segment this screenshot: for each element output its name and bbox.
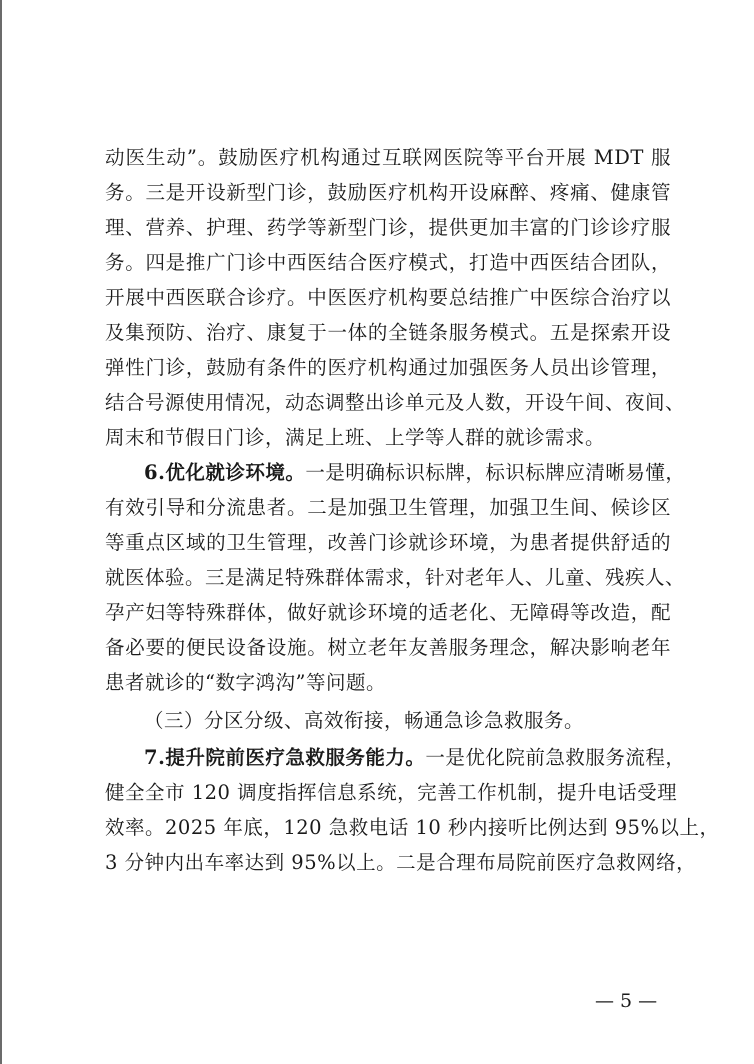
paragraph-line: 动医生动”。鼓励医疗机构通过互联网医院等平台开展 MDT 服 [105, 146, 671, 169]
paragraph-line: 理、营养、护理、药学等新型门诊，提供更加丰富的门诊诊疗服 [105, 216, 671, 239]
paragraph-line: 等重点区域的卫生管理，改善门诊就诊环境，为患者提供舒适的 [105, 531, 671, 554]
paragraph-line: 务。三是开设新型门诊，鼓励医疗机构开设麻醉、疼痛、健康管 [105, 181, 671, 204]
paragraph-first-line [105, 458, 686, 488]
paragraph-line: 就医体验。三是满足特殊群体需求，针对老年人、儿童、残疾人、 [105, 566, 686, 589]
paragraph-line: 备必要的便民设备设施。树立老年友善服务理念，解决影响老年 [105, 636, 671, 659]
paragraph-line: 务。四是推广门诊中西医结合医疗模式，打造中西医结合团队， [105, 251, 671, 274]
section-heading: 7.提升院前医疗急救服务能力。 [144, 746, 426, 769]
section-title: （三）分区分级、高效衔接，畅通急诊急救服务。 [144, 709, 585, 732]
paragraph-line: 结合号源使用情况，动态调整出诊单元及人数，开设午间、夜间、 [105, 391, 686, 414]
paragraph-line: 效率。2025 年底，120 急救电话 10 秒内接听比例达到 95%以上， [105, 816, 720, 839]
paragraph-line: 有效引导和分流患者。二是加强卫生管理，加强卫生间、候诊区 [105, 496, 671, 519]
paragraph-line: 孕产妇等特殊群体，做好就诊环境的适老化、无障碍等改造，配 [105, 601, 671, 624]
paragraph-line: 健全全市 120 调度指挥信息系统，完善工作机制，提升电话受理 [105, 781, 678, 804]
paragraph-line: 开展中西医联合诊疗。中医医疗机构要总结推广中医综合治疗以 [105, 286, 671, 309]
paragraph-line: 及集预防、治疗、康复于一体的全链条服务模式。五是探索开设 [105, 321, 671, 344]
paragraph-first-line [105, 743, 686, 773]
page-number: — 5 — [595, 990, 658, 1012]
section-heading: 6.优化就诊环境。 [144, 461, 306, 484]
paragraph-line: 3 分钟内出车率达到 95%以上。二是合理布局院前医疗急救网络， [105, 851, 697, 874]
paragraph-line: 弹性门诊，鼓励有条件的医疗机构通过加强医务人员出诊管理， [105, 356, 671, 379]
page-left-border [0, 0, 2, 1064]
paragraph-line: 周末和节假日门诊，满足上班、上学等人群的就诊需求。 [105, 426, 606, 449]
paragraph-text: 一是明确标识标牌，标识标牌应清晰易懂， [305, 461, 686, 484]
paragraph-line: 患者就诊的“数字鸿沟”等问题。 [105, 671, 386, 694]
paragraph-text: 一是优化院前急救服务流程， [425, 746, 686, 769]
